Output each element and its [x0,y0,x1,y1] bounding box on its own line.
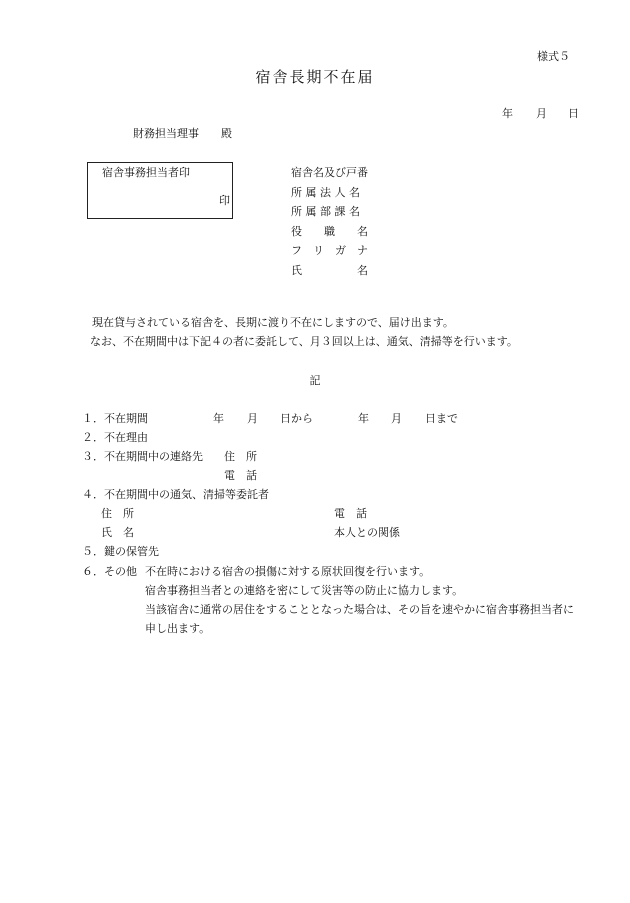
item-1-from-day: 日から [280,412,313,425]
item-1-to-year: 年 [358,412,369,425]
item-1-from-year: 年 [213,412,224,425]
intro-line-1: 現在貸与されている宿舎を、長期に渡り不在にしますので、届け出ます。 [92,316,454,329]
item-4-name-label: 氏 名 [101,526,134,539]
field-name: 氏 名 [291,263,368,277]
item-1-to-month: 月 [391,412,402,425]
item-4-caretaker: ４．不在期間中の通気、清掃等委託者 [82,488,269,501]
item-1-to-day: 日まで [425,412,458,425]
date-month-label: 月 [536,107,547,120]
addressee: 財務担当理事 殿 [133,127,232,140]
stamp-box-label: 宿舎事務担当者印 [102,166,190,179]
date-day-label: 日 [568,107,579,120]
form-number: 様式５ [537,50,570,63]
item-6-line-3: 当該宿舎に通常の居住をすることとなった場合は、その旨を速やかに宿舎事務担当者に [145,603,574,616]
dormitory-clerk-stamp-box [87,162,233,219]
item-1-from-month: 月 [247,412,258,425]
field-affiliated-corporation: 所 属 法 人 名 [291,185,360,199]
field-dormitory-name: 宿舎名及び戸番 [291,166,368,179]
item-4-address-label: 住 所 [101,507,134,520]
document-title: 宿舎長期不在届 [255,68,375,86]
item-4-phone-label: 電 話 [334,507,367,520]
record-heading: 記 [309,374,321,387]
item-3-contact: ３．不在期間中の連絡先 [82,450,203,463]
seal-mark: 印 [219,194,230,207]
intro-line-2: なお、不在期間中は下記４の者に委託して、月３回以上は、通気、清掃等を行います。 [90,335,518,348]
item-3-phone-label: 電 話 [224,469,257,482]
item-2-absence-reason: ２．不在理由 [82,431,148,444]
applicant-fields [291,167,368,284]
item-4-relation-label: 本人との関係 [334,526,400,539]
item-6-line-4: 申し出ます。 [145,622,211,635]
item-6-line-2: 宿舎事務担当者との連絡を密にして災害等の防止に協力します。 [145,584,464,597]
item-6-line-1: 不在時における宿舎の損傷に対する原状回復を行います。 [145,565,431,578]
item-3-address-label: 住 所 [224,450,257,463]
item-1-absence-period: １．不在期間 [82,412,148,425]
field-furigana: フ リ ガ ナ [291,244,368,257]
date-year-label: 年 [502,107,513,120]
field-position: 役 職 名 [291,224,368,238]
field-department: 所 属 部 課 名 [291,205,360,218]
item-5-key-storage: ５．鍵の保管先 [82,545,159,558]
item-6-other: ６．その他 [82,565,137,578]
